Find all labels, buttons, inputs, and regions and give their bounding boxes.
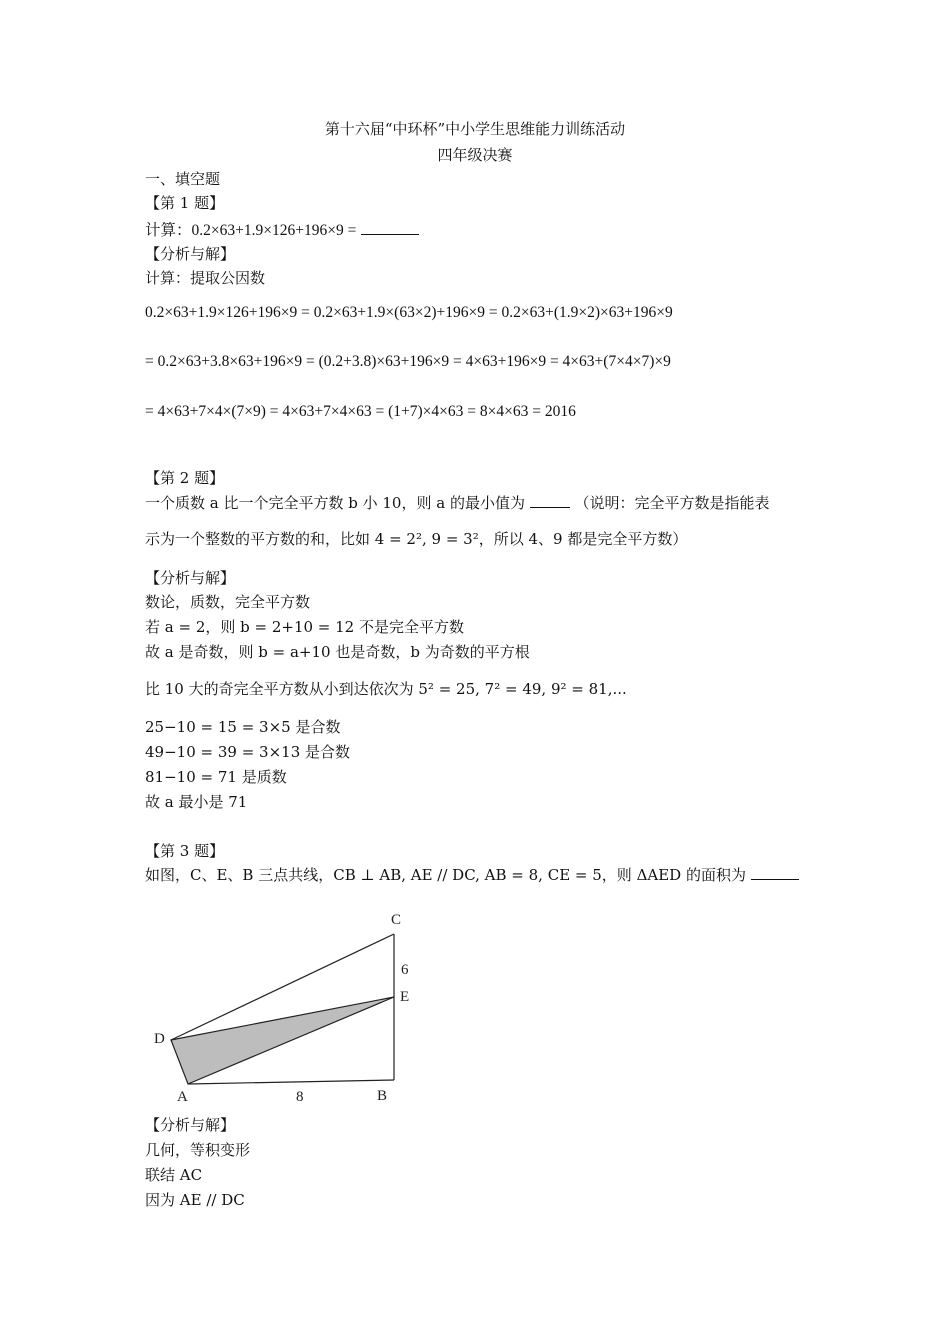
q1-prompt bbox=[145, 218, 419, 240]
q2-answer-blank bbox=[530, 495, 570, 508]
q2-line-4: 比 10 大的奇完全平方数从小到达依次为 5² = 25, 7² = 49, 9² = 81,... bbox=[145, 680, 627, 698]
label-ab-length: 8 bbox=[296, 1089, 304, 1105]
triangle-aed-shaded bbox=[171, 997, 394, 1084]
q3-prompt-text: 如图，C、E、B 三点共线，CB ⊥ AB, AE // DC, AB = 8, CE = 5，则 ΔAED 的面积为 bbox=[145, 866, 746, 884]
q3-prompt bbox=[145, 864, 799, 885]
q3-analysis-label: 【分析与解】 bbox=[145, 1116, 236, 1134]
q2-prompt-line-1 bbox=[145, 492, 770, 513]
q3-line-2: 联结 AC bbox=[145, 1166, 203, 1184]
q1-label: 【第 1 题】 bbox=[145, 194, 225, 212]
q3-line-1: 几何，等积变形 bbox=[145, 1141, 251, 1159]
q2-line-7: 81−10 = 71 是质数 bbox=[145, 768, 287, 786]
q2-line-5: 25−10 = 15 = 3×5 是合数 bbox=[145, 718, 341, 736]
q2-line-3: 故 a 是奇数，则 b = a+10 也是奇数，b 为奇数的平方根 bbox=[145, 643, 530, 661]
q1-step-1: 0.2×63+1.9×126+196×9 = 0.2×63+1.9×(63×2)+196×9 = 0.2×63+(1.9×2)×63+196×9 bbox=[145, 304, 673, 321]
label-b: B bbox=[377, 1088, 388, 1104]
q2-label: 【第 2 题】 bbox=[145, 469, 225, 487]
label-ce-length: 6 bbox=[401, 962, 409, 978]
q3-line-3: 因为 AE // DC bbox=[145, 1191, 245, 1209]
doc-subtitle: 四年级决赛 bbox=[437, 146, 513, 164]
q1-step-2: = 0.2×63+3.8×63+196×9 = (0.2+3.8)×63+196×9 = 4×63+196×9 = 4×63+(7×4×7)×9 bbox=[145, 353, 671, 370]
q1-prompt-text: 计算：0.2×63+1.9×126+196×9 = bbox=[145, 222, 357, 239]
q1-method: 计算：提取公因数 bbox=[145, 269, 266, 287]
label-a: A bbox=[177, 1089, 188, 1105]
q2-line-6: 49−10 = 39 = 3×13 是合数 bbox=[145, 743, 351, 761]
q1-step-3: = 4×63+7×4×(7×9) = 4×63+7×4×63 = (1+7)×4×63 = 8×4×63 = 2016 bbox=[145, 403, 576, 420]
q1-analysis-label: 【分析与解】 bbox=[145, 245, 236, 263]
label-c: C bbox=[391, 912, 402, 928]
label-e: E bbox=[400, 989, 410, 1005]
q2-line-2: 若 a = 2，则 b = 2+10 = 12 不是完全平方数 bbox=[145, 618, 464, 636]
section-heading: 一、填空题 bbox=[145, 170, 221, 188]
q2-prompt-tail: （说明：完全平方数是指能表 bbox=[574, 494, 770, 512]
q3-label: 【第 3 题】 bbox=[145, 842, 225, 860]
segment-ab bbox=[188, 1080, 394, 1084]
q3-figure bbox=[140, 900, 440, 1110]
q3-answer-blank bbox=[751, 867, 799, 880]
q2-prompt-line-2: 示为一个整数的平方数的和，比如 4 = 2², 9 = 3²，所以 4、9 都是完全平方数） bbox=[145, 530, 688, 548]
label-d: D bbox=[154, 1031, 165, 1047]
q2-line-1: 数论，质数，完全平方数 bbox=[145, 593, 311, 611]
doc-title: 第十六届“中环杯”中小学生思维能力训练活动 bbox=[324, 120, 626, 138]
q2-line-8: 故 a 最小是 71 bbox=[145, 793, 248, 811]
q2-analysis-label: 【分析与解】 bbox=[145, 569, 236, 587]
q2-prompt-text: 一个质数 a 比一个完全平方数 b 小 10，则 a 的最小值为 bbox=[145, 494, 525, 512]
q1-answer-blank bbox=[361, 222, 419, 235]
